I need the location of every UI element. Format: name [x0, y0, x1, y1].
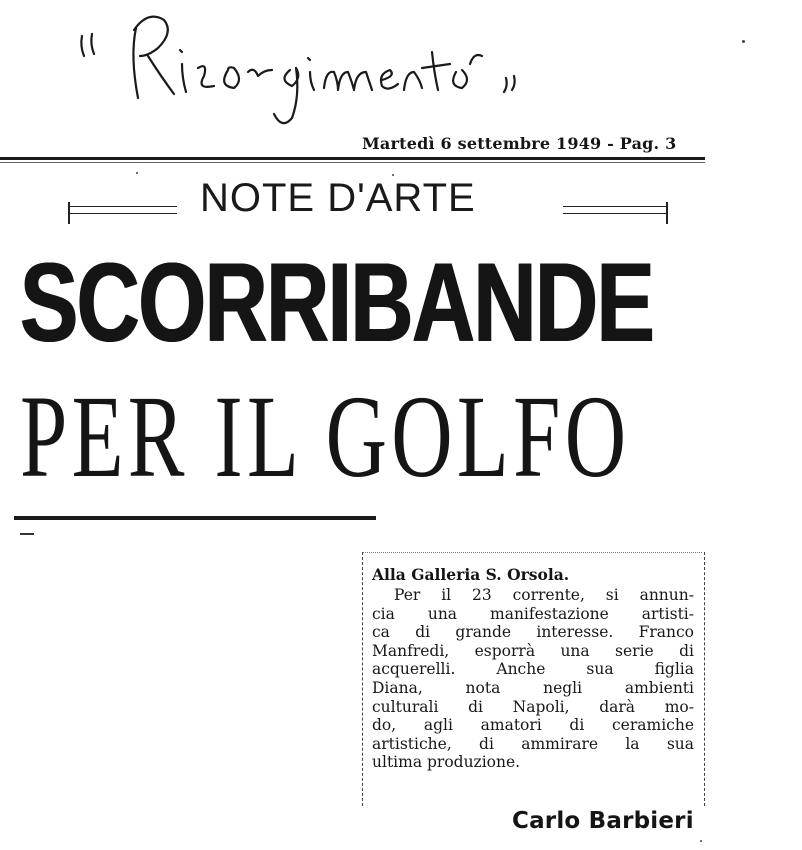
speck — [742, 40, 745, 43]
article-line: Diana, nota negli ambienti — [372, 678, 694, 697]
headline-rule — [14, 516, 376, 520]
column-left-border — [362, 552, 364, 806]
dateline: Martedì 6 settembre 1949 - Pag. 3 — [362, 134, 677, 153]
rubric-frame-line-right — [563, 206, 668, 214]
speck — [700, 840, 702, 842]
top-rule — [0, 157, 705, 160]
article-line: Manfredi, esporrà una serie di — [372, 641, 694, 660]
handwritten-signature-graphic — [78, 6, 518, 126]
article-line: artistiche, di ammirare la sua — [372, 734, 694, 753]
article-line: ca di grande interesse. Franco — [372, 623, 694, 642]
article-line: cia una manifestazione artisti- — [372, 604, 694, 623]
article-body — [372, 586, 694, 772]
speck — [392, 174, 394, 176]
column-right-border — [704, 552, 706, 806]
headline-line-1: SCORRIBANDE — [20, 240, 654, 365]
article-line: culturali di Napoli, darà mo- — [372, 697, 694, 716]
article-line: acquerelli. Anche sua figlia — [372, 660, 694, 679]
article-heading: Alla Galleria S. Orsola. — [372, 565, 570, 584]
handwritten-newspaper-name — [78, 6, 518, 126]
rubric-frame-cap-right — [666, 202, 668, 224]
article-line: ultima produzione. — [372, 753, 521, 772]
top-rule-thin — [0, 162, 705, 163]
article-line: Per il 23 corrente, si annun- — [394, 586, 694, 604]
author-signature: Carlo Barbieri — [512, 808, 694, 834]
headline-line-2: PER IL GOLFO — [20, 371, 631, 502]
column-top-border — [362, 552, 702, 554]
rubric-frame-line-left — [68, 206, 177, 214]
article-line: do, agli amatori di ceramiche — [372, 716, 694, 735]
speck — [136, 172, 138, 174]
headline-rule-mark — [20, 533, 34, 535]
rubric-title: NOTE D'ARTE — [200, 176, 476, 220]
article-column — [362, 546, 706, 806]
